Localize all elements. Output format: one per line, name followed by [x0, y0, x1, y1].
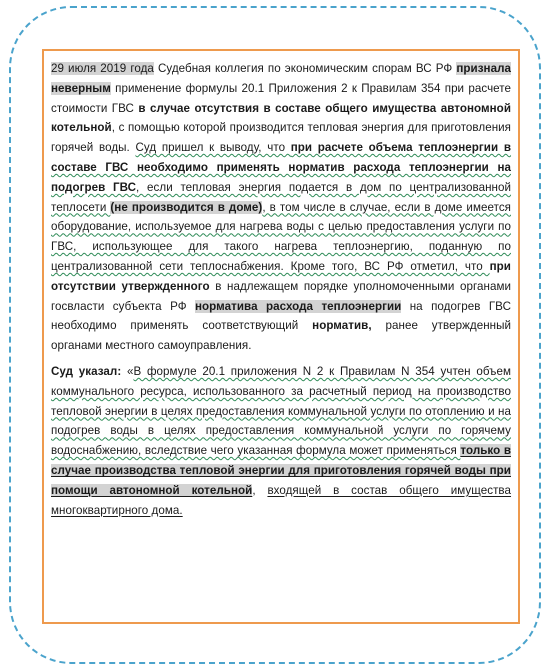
bold-highlight: (не производится в доме)	[110, 200, 263, 214]
document-text-box	[42, 49, 520, 624]
underlined-text: входящей в состав общего имущества многоквартирного дома.	[51, 483, 512, 517]
bold-highlight: только в случае производства тепловой энергии для приготовления горячей воды при помощи автономной котельной	[51, 444, 511, 497]
text-run: , в том числе в случае, если в доме имеется оборудование, используемое для нагрева воды с целью предоставления услуги по ГВС, использующее для такого нагрева теплоэнергию, поданную по централизованной сети теплоснабжения. Кроме того, ВС РФ отметил, что	[51, 200, 511, 273]
text-run: , с помощью которой производится тепловая энергия для приготовления горячей воды.	[51, 121, 511, 155]
text-run: применение формулы 20.1 Приложения 2 к Правилам 354 при расчете стоимости ГВС	[51, 81, 511, 115]
bold-text: Суд указал:	[51, 364, 122, 378]
paragraph-ruling	[51, 59, 511, 356]
text-run: Суд пришел к выводу, что	[135, 141, 291, 155]
text-run: Судебная коллегия по экономическим спорам ВС РФ	[153, 62, 457, 75]
bold-highlight: признала неверным	[51, 62, 511, 95]
bold-text: норматив,	[312, 319, 372, 333]
paragraph-quote	[51, 362, 511, 520]
date-highlight: 29 июля 2019 года	[51, 62, 154, 75]
text-run: ранее утвержденный органами местного самоуправления.	[51, 319, 512, 353]
text-run: ,	[252, 483, 268, 497]
bold-text: при отсутствии утвержденного	[51, 259, 511, 293]
text-run: , если тепловая энергия подается в дом по централизованной теплосети	[51, 180, 512, 214]
text-run: на подогрев ГВС необходимо применять соответствующий	[51, 299, 512, 333]
bold-text: в случае отсутствия в составе общего имущества автономной котельной	[51, 101, 511, 135]
text-run: в надлежащем порядке уполномоченными органами госвласти субъекта РФ	[51, 279, 511, 313]
quote-text: В формуле 20.1 приложения N 2 к Правилам N 354 учтен объем коммунального ресурса, использованного за расчетный период на производство тепловой энергии в целях предоставления коммунальной услуги по отоплению и на подогрев воды в целях предоставления коммунальной услуги по горячему водоснабжению, вследствие чего указанная формула может применяться	[51, 364, 511, 458]
text-run: «	[121, 364, 134, 378]
bold-highlight: норматива расхода теплоэнергии	[195, 299, 402, 313]
bold-text: при расчете объема теплоэнергии в составе ГВС необходимо применять норматив расхода теплоэнергии на подогрев ГВС	[51, 141, 512, 194]
